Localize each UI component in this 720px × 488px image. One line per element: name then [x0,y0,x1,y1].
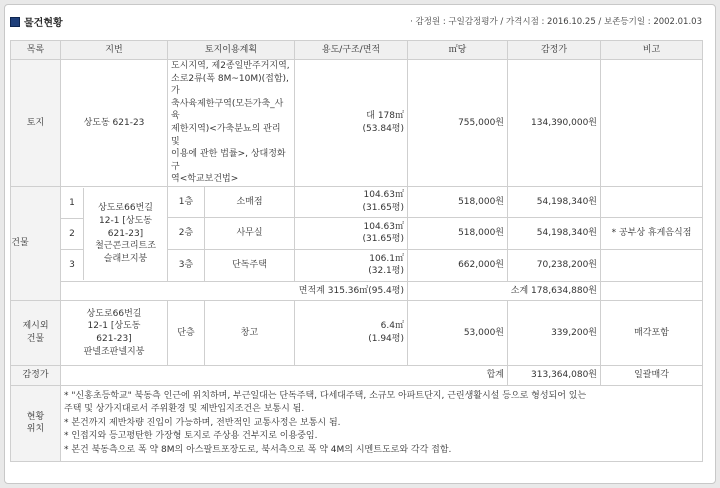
building-no: 2 [61,219,83,250]
use: 단독주택 [232,260,267,271]
plan-line: 도시지역, 제2종일반주거지역, [171,61,290,71]
jibun-line: 12-1 [상도동 [99,216,152,227]
land-price: 134,390,000원 [508,60,601,187]
building-jibun [84,188,167,280]
area-pyeong: (31.65평) [362,234,404,245]
location-label-line: 현황 [26,411,45,422]
use: 창고 [240,327,259,338]
col-header: 지번 [61,41,168,60]
area-value: 대 178㎡ [366,111,404,122]
jibun-line: 621-23] [107,228,144,239]
area-value: 104.63㎡ [363,221,404,232]
note-line: * 인접지와 등고평탄한 가장형 토지로 주상용 건부지로 이용중임. [64,431,318,442]
area-value: 106.1㎡ [369,253,404,264]
section-title [10,14,63,29]
jibun-line: 621-23] [96,333,132,344]
appraisal-note: 일괄매각 [601,365,703,385]
extra-area [295,300,408,365]
land-unit-price: 755,000원 [408,60,508,187]
floor: 1층 [168,187,205,217]
floor: 단층 [168,301,205,365]
location-notes [61,385,703,461]
building-price: 70,238,200원 [508,249,601,281]
floor-use-cell [168,249,295,281]
jibun-line: 12-1 [상도동 [87,321,141,332]
jibun-line: 철근콘크리트조 [95,241,156,252]
extra-price: 339,200원 [508,300,601,365]
floor-use-cell [168,300,295,365]
building-label-cell [11,186,61,300]
extra-label [11,300,61,365]
floor-use-cell [168,186,295,217]
jibun-line: 상도로66번길 [98,203,153,214]
location-label-line: 위치 [26,424,45,435]
extra-label-line: 제시외 [22,321,49,332]
building-subtotal: 소계 178,634,880원 [408,281,601,300]
building-total-row [11,281,703,300]
area-value: 104.63㎡ [363,190,404,201]
section-header [10,14,702,30]
land-jibun: 상도동 621-23 [61,60,168,187]
plan-line: 이용에 관한 법률>, 상대정화구 [171,149,286,172]
land-label: 토지 [11,60,61,187]
table-header-row [11,41,703,60]
jibun-line: 슬래브지붕 [103,253,148,264]
building-unit-price: 518,000원 [408,217,508,249]
building-note [601,249,703,281]
extra-jibun [61,300,168,365]
building-unit-price: 662,000원 [408,249,508,281]
area-pyeong: (53.84평) [362,123,404,134]
section-title-text: 물건현황 [24,18,63,29]
use: 사무실 [236,228,263,239]
extra-note: 매각포함 [601,300,703,365]
building-area [295,186,408,217]
square-bullet-icon [10,17,20,27]
building-label: 건물 [11,238,29,249]
floor: 2층 [168,218,205,249]
plan-line: 역<학교보건법> [171,174,239,185]
building-note: * 공부상 휴게음식점 [601,217,703,249]
col-header: 감정가 [508,41,601,60]
plan-line: 제한지역)<가축분뇨의 관리 및 [171,123,281,147]
land-use-plan [168,60,295,187]
land-row [11,60,703,187]
area-pyeong: (31.65평) [362,202,404,213]
jibun-line: 상도로66번길 [86,308,142,319]
property-table [10,40,703,462]
plan-line: 소로2류(폭 8M~10M)(접함),가 [171,73,289,97]
land-area [295,60,408,187]
building-no: 1 [61,188,83,219]
floor-use-cell [168,217,295,249]
building-no: 3 [69,259,75,270]
building-note [601,186,703,217]
col-header: 비고 [601,41,703,60]
area-pyeong: (1.94평) [368,333,404,344]
note-line: * 본건 북동측으로 폭 약 8M의 아스팔트포장도로, 북서측으로 폭 약 4M의 시멘트도로와 각각 접함. [64,444,452,455]
building-area [295,249,408,281]
land-note [601,60,703,187]
area-value: 6.4㎡ [380,321,404,332]
building-unit-price: 518,000원 [408,186,508,217]
col-header: 용도/구조/면적 [295,41,408,60]
appraisal-label: 감정가 [11,365,61,385]
col-header: 토지이용계획 [168,41,295,60]
building-no-col [61,188,84,280]
appraisal-sum: 313,364,080원 [508,365,601,385]
floor: 3층 [168,250,205,281]
building-area [295,217,408,249]
location-row [11,385,703,461]
building-total-area: 면적계 315.36㎡(95.4평) [61,281,408,300]
appraisal-meta: · 감정원 : 구일감정평가 / 가격시점 : 2016.10.25 / 보존등기일 : 2002.01.03 [410,17,702,27]
use: 소매점 [236,196,263,207]
building-jibun-cell [61,186,168,281]
jibun-line: 판넬조판넬지붕 [83,346,145,357]
building-row [11,186,703,217]
appraisal-row [11,365,703,385]
building-price: 54,198,340원 [508,217,601,249]
extra-building-row [11,300,703,365]
plan-line: 축사육제한구역(모든가축_사육 [171,98,284,122]
col-header: ㎡당 [408,41,508,60]
location-label [11,385,61,461]
extra-unit-price: 53,000원 [408,300,508,365]
note-line: * "신홍초등학교" 북동측 인근에 위치하며, 부근일대는 단독주택, 다세대주택, 소규모 아파트단지, 근린생활시설 등으로 형성되어 있는 [64,390,587,401]
note-line: * 본건까지 제반차량 진입이 가능하며, 전반적인 교통사정은 보통시 됨. [64,417,341,428]
col-header: 목록 [11,41,61,60]
extra-label-line: 건물 [26,333,45,344]
building-total-note [601,281,703,300]
building-price: 54,198,340원 [508,186,601,217]
note-line: 주택 및 상가지대로서 주위환경 및 제반입지조건은 보통시 됨. [64,404,305,415]
appraisal-sum-label: 합계 [61,365,508,385]
area-pyeong: (32.1평) [368,266,404,277]
